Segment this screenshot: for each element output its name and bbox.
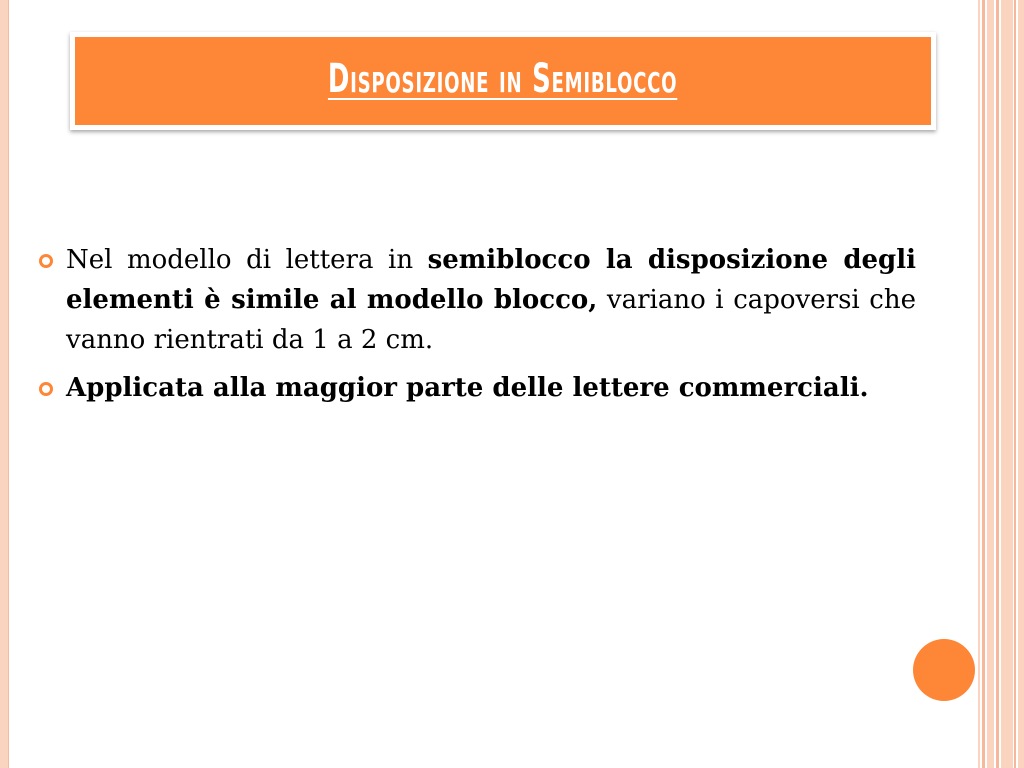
bullet-text-segment: Nel modello di lettera in	[66, 245, 428, 275]
stripe	[987, 0, 994, 768]
bullet-text-bold-segment: semiblocco la disposizione degli elementi è simile al modello blocco,	[66, 245, 916, 315]
stripe	[978, 0, 980, 768]
bullet-item-1	[36, 240, 916, 360]
stripe	[1014, 0, 1016, 768]
title-banner	[70, 32, 936, 130]
title-banner-fill	[75, 37, 931, 125]
bullet-item-2	[36, 368, 916, 408]
bullet-text-segment: variano i capoversi che vanno rientrati da 1 a 2 cm.	[66, 285, 916, 355]
bullet-ring-icon	[39, 382, 53, 396]
slide-title: Disposizione in Semiblocco	[328, 56, 678, 102]
left-border-stripe	[0, 0, 9, 768]
slide-content	[36, 240, 916, 416]
decorative-orange-circle	[913, 639, 975, 701]
stripe	[1018, 0, 1024, 768]
right-decorative-stripes	[978, 0, 1024, 768]
stripe	[982, 0, 985, 768]
stripe	[1001, 0, 1013, 768]
bullet-ring-icon	[39, 254, 53, 268]
bullet-text-bold-segment: Applicata alla maggior parte delle lettere commerciali.	[66, 373, 869, 403]
stripe	[996, 0, 999, 768]
